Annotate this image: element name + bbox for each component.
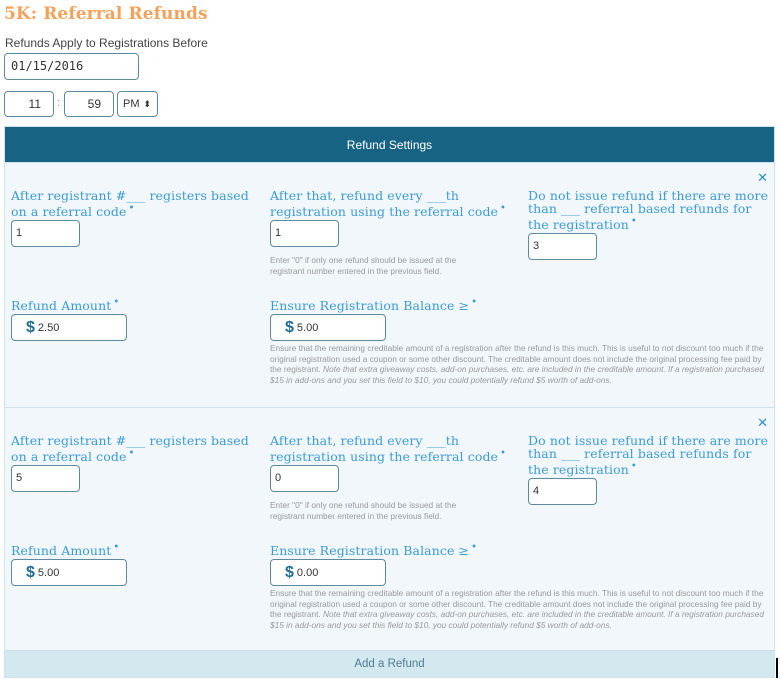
refund-every-label	[270, 189, 510, 218]
label-text: After registrant #___ registers based on a referral code	[11, 188, 249, 220]
label-text: Ensure Registration Balance ≥	[270, 298, 470, 314]
page-title: 5K: Referral Refunds	[4, 4, 208, 24]
dollar-icon: $	[285, 319, 294, 336]
required-mark: •	[630, 216, 637, 227]
ensure-balance-input[interactable]	[270, 559, 386, 586]
refund-every-help: Enter "0" if only one refund should be issued at the registrant number entered in the previous field.	[270, 255, 457, 276]
required-mark: •	[113, 542, 120, 553]
ensure-balance-input[interactable]	[270, 314, 386, 341]
select-arrows-icon: ⬍	[143, 99, 151, 109]
panel-header: Refund Settings	[5, 127, 774, 163]
label-text: Ensure Registration Balance ≥	[270, 543, 470, 559]
dollar-icon: $	[26, 564, 35, 581]
dollar-icon: $	[285, 564, 294, 581]
required-mark: •	[630, 461, 637, 472]
refund-every-input[interactable]: 1	[270, 220, 339, 247]
refund-settings-panel	[4, 126, 775, 678]
refund-amount-input[interactable]	[11, 559, 127, 586]
ensure-balance-value: 5.00	[296, 322, 319, 334]
minute-input[interactable]: 59	[64, 91, 114, 117]
after-registrant-input[interactable]: 5	[11, 465, 80, 492]
ensure-balance-help	[270, 343, 770, 385]
ampm-select[interactable]	[117, 91, 158, 117]
date-label: Refunds Apply to Registrations Before	[5, 36, 208, 50]
add-refund-button[interactable]: Add a Refund	[5, 650, 774, 677]
close-icon[interactable]: ✕	[757, 416, 768, 431]
required-mark: •	[471, 542, 478, 553]
required-mark: •	[500, 448, 507, 459]
max-refunds-label	[528, 434, 773, 476]
required-mark: •	[128, 203, 135, 214]
label-text: Refund Amount	[11, 543, 112, 559]
ensure-balance-value: 0.00	[296, 567, 319, 579]
ensure-balance-label	[270, 541, 477, 557]
help-note: Note that extra giveaway costs, add-on purchases, etc. are included in the creditable amount. If a registration purchased $15 in add-ons and you set this field to $10, you could potentially refund $5 worth of add-ons.	[270, 609, 764, 630]
label-text: Do not issue refund if there are more than ___ referral based refunds for the registration	[528, 188, 769, 233]
help-text: Ensure that the remaining creditable amount of a registration after the refund is this much. This is useful to not discount too much if the original registration used a coupon or some other discount. The creditable amount does not include the original processing fee paid by the registrant.	[270, 588, 764, 620]
refund-block	[5, 163, 774, 408]
refund-block	[5, 408, 774, 653]
refund-amount-label	[11, 296, 119, 312]
refund-amount-value: 2.50	[37, 322, 60, 334]
after-registrant-label	[11, 189, 256, 218]
help-text: Ensure that the remaining creditable amount of a registration after the refund is this much. This is useful to not discount too much if the original registration used a coupon or some other discount. The creditable amount does not include the original processing fee paid by the registrant.	[270, 343, 764, 375]
refund-every-input[interactable]: 0	[270, 465, 339, 492]
refund-amount-input[interactable]	[11, 314, 127, 341]
close-icon[interactable]: ✕	[757, 171, 768, 186]
required-mark: •	[113, 297, 120, 308]
date-input[interactable]: 01/15/2016	[4, 53, 139, 80]
time-separator: :	[57, 97, 61, 109]
label-text: After registrant #___ registers based on a referral code	[11, 433, 249, 465]
label-text: Do not issue refund if there are more than ___ referral based refunds for the registration	[528, 433, 769, 478]
help-note: Note that extra giveaway costs, add-on purchases, etc. are included in the creditable amount. If a registration purchased $15 in add-ons and you set this field to $10, you could potentially refund $5 worth of add-ons.	[270, 364, 764, 385]
max-refunds-input[interactable]: 3	[528, 233, 597, 260]
required-mark: •	[500, 203, 507, 214]
max-refunds-label	[528, 189, 773, 231]
label-text: Refund Amount	[11, 298, 112, 314]
refund-amount-label	[11, 541, 119, 557]
ensure-balance-label	[270, 296, 477, 312]
label-text: After that, refund every ___th registration using the referral code	[270, 433, 499, 465]
refund-every-label	[270, 434, 510, 463]
required-mark: •	[128, 448, 135, 459]
label-text: After that, refund every ___th registration using the referral code	[270, 188, 499, 220]
hour-input[interactable]: 11	[4, 91, 54, 117]
after-registrant-input[interactable]: 1	[11, 220, 80, 247]
dollar-icon: $	[26, 319, 35, 336]
text-cursor	[776, 658, 778, 678]
refund-amount-value: 5.00	[37, 567, 60, 579]
required-mark: •	[471, 297, 478, 308]
max-refunds-input[interactable]: 4	[528, 478, 597, 505]
ampm-value: PM	[123, 98, 140, 110]
refund-every-help: Enter "0" if only one refund should be issued at the registrant number entered in the previous field.	[270, 500, 457, 521]
ensure-balance-help	[270, 588, 770, 630]
after-registrant-label	[11, 434, 256, 463]
